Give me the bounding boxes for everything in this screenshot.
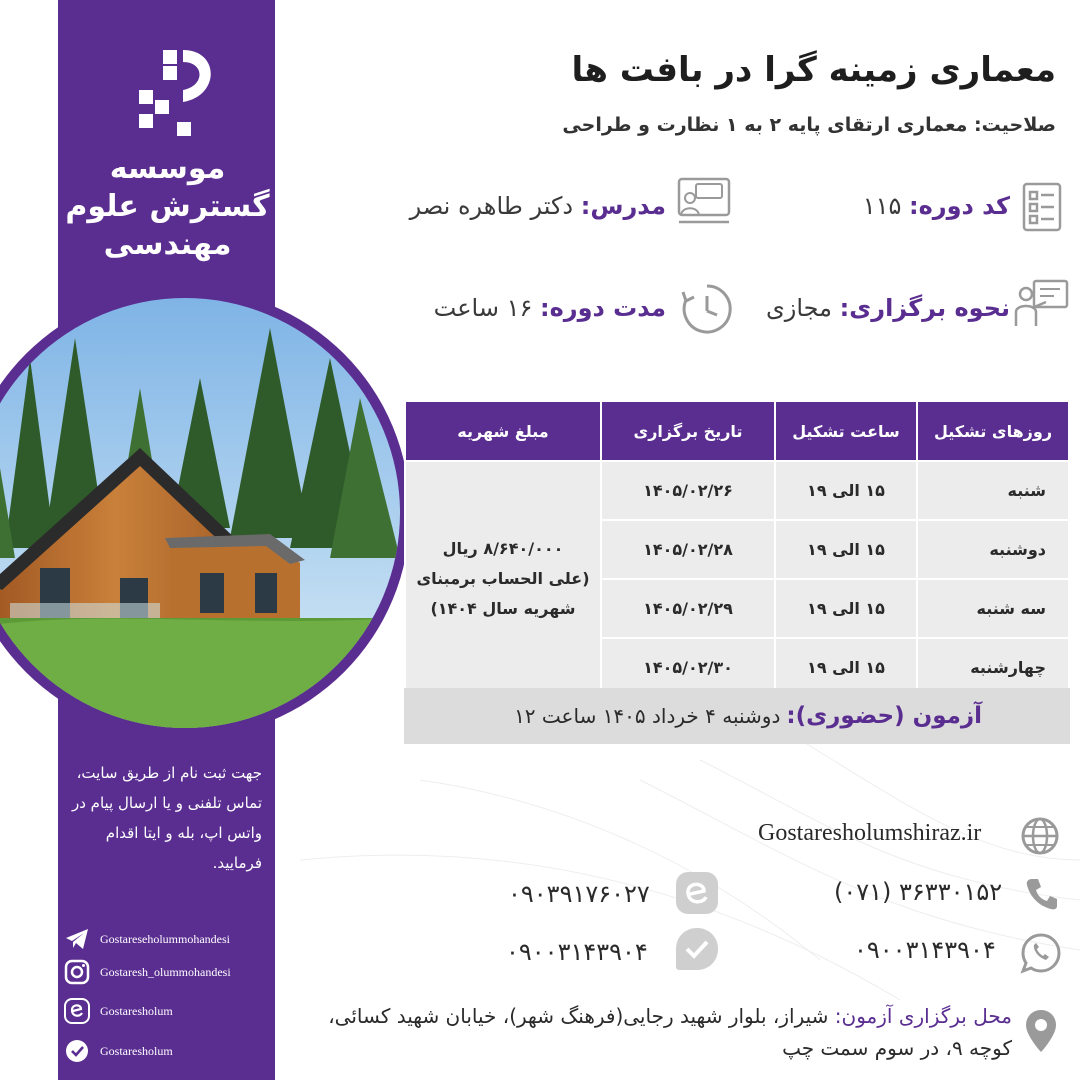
cell-day: شنبه <box>917 461 1069 520</box>
exam-location <box>290 1000 1012 1064</box>
social-handle: Gostaresholum <box>100 1003 173 1018</box>
bale-contact-icon <box>674 926 720 972</box>
schedule-table <box>404 400 1070 698</box>
header-time: ساعت تشکیل <box>775 401 917 461</box>
website-link[interactable]: Gostaresholumshiraz.ir <box>758 820 982 846</box>
whatsapp-icon <box>1020 932 1062 974</box>
social-bale[interactable] <box>62 1034 272 1068</box>
bale-number[interactable]: ۰۹۰۰۳۱۴۳۹۰۴ <box>506 938 648 966</box>
instructor-label: مدرس: <box>580 192 666 220</box>
cell-date: ۱۴۰۵/۰۲/۲۹ <box>601 579 775 638</box>
duration-value: ۱۶ ساعت <box>433 294 533 322</box>
location-label: محل برگزاری آزمون: <box>834 1004 1012 1028</box>
presentation-icon <box>1014 278 1070 330</box>
phone-icon <box>1024 876 1060 912</box>
brand-line-3: مهندسی <box>103 227 232 262</box>
brand-name <box>60 150 275 264</box>
delivery-mode-label: نحوه برگزاری: <box>839 294 1010 322</box>
cell-time: ۱۵ الی ۱۹ <box>775 638 917 697</box>
duration-label: مدت دوره: <box>539 294 666 322</box>
teacher-icon <box>676 176 732 228</box>
whatsapp-number[interactable]: ۰۹۰۰۳۱۴۳۹۰۴ <box>854 936 996 964</box>
fee-line-3: شهریه سال ۱۴۰۴) <box>430 599 576 618</box>
cell-time: ۱۵ الی ۱۹ <box>775 520 917 579</box>
course-competency: صلاحیت: معماری ارتقای پایه ۲ به ۱ نظارت و طراحی <box>562 114 1056 136</box>
instructor <box>410 192 666 220</box>
brand-line-2: گسترش علوم <box>65 189 270 224</box>
header-fee: مبلغ شهریه <box>405 401 601 461</box>
cell-day: سه شنبه <box>917 579 1069 638</box>
schedule-header-row <box>405 401 1069 461</box>
telegram-icon <box>62 924 92 954</box>
social-telegram[interactable] <box>62 922 272 956</box>
instructor-value: دکتر طاهره نصر <box>409 192 574 220</box>
cell-fee <box>405 461 601 697</box>
landline-number[interactable]: (۰۷۱) ۳۶۳۳۰۱۵۲ <box>834 878 1003 906</box>
brand-line-1: موسسه <box>109 151 226 186</box>
social-handle: Gostaresh_olummohandesi <box>100 964 231 979</box>
exam-value: دوشنبه ۴ خرداد ۱۴۰۵ ساعت ۱۲ <box>514 704 781 728</box>
eitaa-number[interactable]: ۰۹۰۳۹۱۷۶۰۲۷ <box>508 880 650 908</box>
social-instagram[interactable] <box>62 955 272 989</box>
instagram-icon <box>62 957 92 987</box>
globe-icon <box>1020 816 1060 856</box>
delivery-mode <box>766 294 1010 322</box>
social-handle: Gostareseholummohandesi <box>100 931 230 946</box>
social-handle: Gostaresholum <box>100 1043 173 1058</box>
exam-label: آزمون (حضوری): <box>786 703 982 729</box>
delivery-mode-value: مجازی <box>765 294 833 322</box>
cell-date: ۱۴۰۵/۰۲/۳۰ <box>601 638 775 697</box>
cell-date: ۱۴۰۵/۰۲/۲۸ <box>601 520 775 579</box>
table-row <box>405 461 1069 520</box>
cell-time: ۱۵ الی ۱۹ <box>775 461 917 520</box>
eitaa-contact-icon <box>674 870 720 916</box>
location-value: شیراز، بلوار شهید رجایی(فرهنگ شهر)، خیابان شهید کسائی، کوچه ۹، در سوم سمت چپ <box>328 1004 1012 1060</box>
course-code <box>863 192 1010 220</box>
registration-instructions: جهت ثبت نام از طریق سایت، تماس تلفنی و یا ارسال پیام در واتس اپ، بله و ایتا اقدام فرمایید. <box>71 764 262 872</box>
cell-date: ۱۴۰۵/۰۲/۲۶ <box>601 461 775 520</box>
fee-line-1: ۸/۶۴۰/۰۰۰ ریال <box>442 539 564 558</box>
course-duration <box>434 294 666 322</box>
fee-line-2: (علی الحساب برمبنای <box>416 569 590 588</box>
course-code-value: ۱۱۵ <box>862 192 902 220</box>
header-date: تاریخ برگزاری <box>601 401 775 461</box>
header-days: روزهای تشکیل <box>917 401 1069 461</box>
bale-icon <box>62 1036 92 1066</box>
location-pin-icon <box>1024 1008 1058 1054</box>
course-code-label: کد دوره: <box>909 192 1010 220</box>
cell-day: چهارشنبه <box>917 638 1069 697</box>
course-title: معماری زمینه گرا در بافت ها <box>571 50 1056 90</box>
checklist-icon <box>1020 178 1066 234</box>
cell-time: ۱۵ الی ۱۹ <box>775 579 917 638</box>
exam-info <box>404 688 1070 744</box>
eitaa-icon <box>62 996 92 1026</box>
clock-icon <box>680 282 734 336</box>
cell-day: دوشنبه <box>917 520 1069 579</box>
social-eitaa[interactable] <box>62 994 272 1028</box>
institute-logo <box>125 42 215 152</box>
